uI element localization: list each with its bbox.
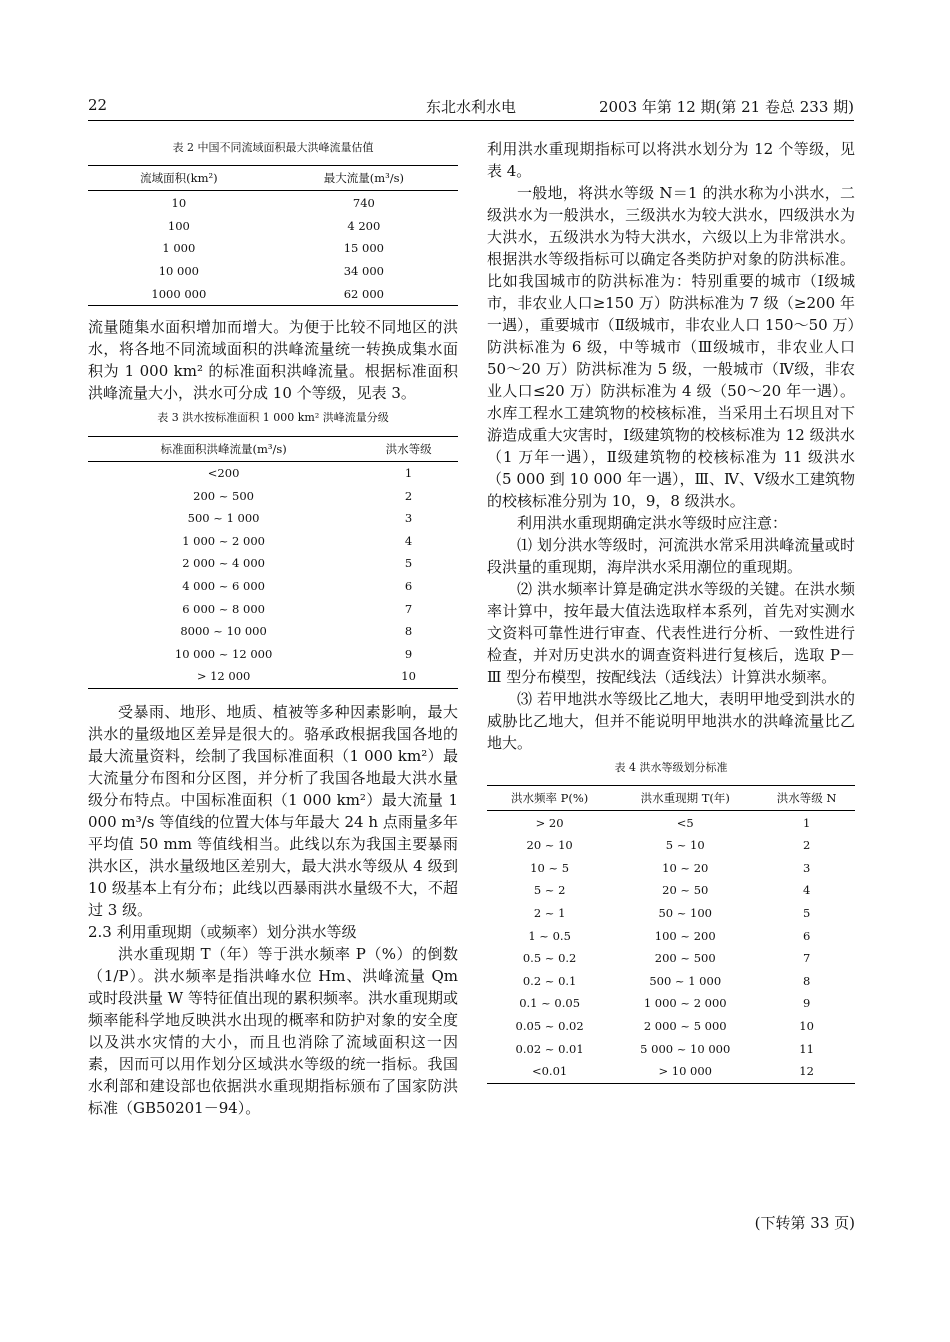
body-paragraph: 受暴雨、地形、地质、植被等多种因素影响，最大洪水的量级地区差异是很大的。骆承政根据我国各地的最大流量资料，绘制了我国标准面积（1 000 km²）最大流量分布图和分区图，并分析了我国各地最大洪水量级分布特点。中国标准面积（1 000 km²）最大流量 1 000 m³/s 等值线的位置大体与年最大 24 h 点雨量多年平均值 50 mm 等值线相当。此线以东为我国主要暴雨洪水区，洪水量级地区差别大，最大洪水等级从 4 级到 10 级基本上有分布；此线以西暴雨洪水量级不大，不超过 3 级。 — [88, 702, 458, 919]
table-cell: 4 200 — [347, 218, 381, 233]
table-row — [88, 620, 458, 643]
table3-caption: 表 3 洪水按标准面积 1 000 km² 洪峰流量分级 — [157, 411, 389, 425]
table-row — [487, 1060, 855, 1083]
table-cell: 500 ~ 1 000 — [649, 973, 722, 988]
table-cell: 9 — [802, 996, 811, 1011]
table-cell: 5 — [404, 556, 413, 571]
page-number: 22 — [88, 96, 108, 114]
table-cell: 6 — [802, 928, 811, 943]
table-header: 洪水频率 P(%) — [510, 791, 589, 806]
table2 — [88, 165, 458, 306]
body-paragraph: 洪水重现期 T（年）等于洪水频率 P（%）的倒数（1/P）。洪水频率是指洪峰水位 Hm、洪峰流量 Qm 或时段洪量 W 等特征值出现的累积频率。洪水重现期或频率能科学地反映洪水出现的概率和防护对象的安全度以及洪水灾情的大小，而且也消除了流域面积这一因素，因而可以用作划分区域洪水等级的统一指标。我国水利部和建设部也依据洪水重现期指标颁布了国家防洪标准（GB50201－94）。 — [88, 944, 458, 1117]
table-cell: 62 000 — [343, 286, 384, 301]
table-cell: 100 ~ 200 — [654, 928, 716, 943]
table-cell: 12 — [799, 1064, 814, 1079]
table-cell: 2 000 ~ 4 000 — [182, 556, 265, 571]
table-cell: 2 ~ 1 — [533, 906, 566, 921]
table-cell: 5 ~ 2 — [533, 883, 566, 898]
continued-note: (下转第 33 页) — [754, 1214, 855, 1232]
table-cell: 3 — [404, 511, 413, 526]
table-row — [487, 947, 855, 970]
table-cell: 8 — [404, 624, 413, 639]
table-cell: 50 ~ 100 — [658, 906, 712, 921]
table-cell: > 12 000 — [196, 669, 251, 684]
body-paragraph: 利用洪水重现期指标可以将洪水划分为 12 个等级，见表 4。 — [487, 140, 855, 180]
table-cell: 5 000 ~ 10 000 — [640, 1041, 731, 1056]
table-cell: 5 — [802, 906, 811, 921]
table-header: 流域面积(km²) — [140, 171, 218, 186]
table-cell: 20 ~ 50 — [662, 883, 709, 898]
table-row — [88, 575, 458, 598]
table-row — [88, 597, 458, 620]
table-row — [88, 260, 458, 283]
table-cell: 1 — [802, 815, 811, 830]
body-paragraph: 一般地，将洪水等级 N＝1 的洪水称为小洪水，二级洪水为一般洪水，三级洪水为较大洪水，四级洪水为大洪水，五级洪水为特大洪水，六级以上为非常洪水。根据洪水等级指标可以确定各类防护对象的防洪标准。比如我国城市的防洪标准为：特别重要的城市（Ⅰ级城市，非农业人口≥150 万）防洪标准为 7 级（≥200 年一遇），重要城市（Ⅱ级城市，非农业人口 150～50 万）防洪标准为 6 级，中等城市（Ⅲ级城市，非农业人口 50～20 万）防洪标准为 5 级，一般城市（Ⅳ级，非农业人口≤20 万）防洪标准为 4 级（50～20 年一遇）。水库工程水工建筑物的校核标准，当采用土石坝且对下游造成重大灾害时，Ⅰ级建筑物的校核标准为 12 级洪水（1 万年一遇），Ⅱ级建筑物的校核标准为 11 级洪水（5 000 到 10 000 年一遇），Ⅲ、Ⅳ、Ⅴ级水工建筑物的校核标准分别为 10，9，8 级洪水。 — [487, 184, 855, 510]
table-row — [88, 461, 458, 484]
table4-caption: 表 4 洪水等级划分标准 — [614, 761, 728, 774]
table-row — [487, 970, 855, 993]
table-cell: 4 — [802, 883, 811, 898]
table-cell: 10 ~ 5 — [530, 860, 570, 875]
table-cell: <5 — [676, 815, 694, 830]
right-column — [487, 130, 855, 1084]
table-cell: 1000 000 — [151, 286, 207, 301]
table-header: 洪水等级 N — [776, 791, 837, 806]
list-item: ⑶ 若甲地洪水等级比乙地大，表明甲地受到洪水的威胁比乙地大，但并不能说明甲地洪水的洪峰流量比乙地大。 — [487, 690, 855, 752]
table-header: 洪水重现期 T(年) — [640, 791, 730, 806]
table-cell: > 10 000 — [658, 1064, 712, 1079]
table-cell: 0.05 ~ 0.02 — [515, 1019, 584, 1034]
table-cell: 5 ~ 10 — [665, 838, 705, 853]
table-cell: 200 ~ 500 — [193, 488, 255, 503]
table-cell: 1 000 — [162, 241, 196, 256]
table-cell: <200 — [207, 466, 240, 481]
table-cell: 10 — [401, 669, 416, 684]
running-header — [88, 92, 854, 118]
section-heading: 2.3 利用重现期（或频率）划分洪水等级 — [88, 922, 357, 941]
body-paragraph: 流量随集水面积增加而增大。为便于比较不同地区的洪水，将各地不同流域面积的洪峰流量统一转换成集水面积为 1 000 km² 的标准面积洪峰流量。根据标准面积洪峰流量大小，洪水可分成 10 个等级，见表 3。 — [88, 318, 458, 403]
table-row — [88, 643, 458, 666]
table-header: 洪水等级 — [385, 441, 432, 456]
table-cell: 8 — [802, 973, 811, 988]
table-row — [88, 507, 458, 530]
table-cell: 0.2 ~ 0.1 — [522, 973, 577, 988]
table-cell: 10 — [799, 1019, 814, 1034]
table-cell: 2 — [802, 838, 811, 853]
table-row — [487, 992, 855, 1015]
table-cell: > 20 — [535, 815, 564, 830]
table-row — [88, 237, 458, 260]
table-cell: 9 — [404, 646, 413, 661]
table-cell: 100 — [167, 218, 190, 233]
header-rule — [88, 120, 854, 121]
table-row — [487, 1015, 855, 1038]
table-row — [487, 834, 855, 857]
table-row — [88, 191, 458, 214]
body-paragraph: 利用洪水重现期确定洪水等级时应注意： — [517, 514, 788, 532]
table-header: 标准面积洪峰流量(m³/s) — [160, 441, 287, 456]
list-item: ⑵ 洪水频率计算是确定洪水等级的关键。在洪水频率计算中，按年最大值法选取样本系列，首先对实测水文资料可靠性进行审查、代表性进行分析、一致性进行检查，并对历史洪水的调查资料进行复核后，选取 P－Ⅲ 型分布模型，按配线法（适线法）计算洪水频率。 — [487, 580, 855, 686]
table-cell: 10 ~ 20 — [662, 860, 709, 875]
table4 — [487, 785, 855, 1083]
table-cell: 20 ~ 10 — [526, 838, 573, 853]
table-row — [487, 902, 855, 925]
table-cell: 7 — [404, 601, 413, 616]
table-cell: 3 — [802, 860, 811, 875]
list-item: ⑴ 划分洪水等级时，河流洪水常采用洪峰流量或时段洪量的重现期，海岸洪水采用潮位的重现期。 — [487, 536, 855, 576]
table-row — [487, 811, 855, 834]
table-cell: 10 000 — [158, 264, 199, 279]
table-cell: 2 000 ~ 5 000 — [643, 1019, 727, 1034]
table-cell: 15 000 — [343, 241, 384, 256]
table3 — [88, 436, 458, 689]
table-cell: 1 — [404, 466, 413, 481]
table-row — [88, 665, 458, 688]
table-row — [487, 1037, 855, 1060]
table-row — [487, 879, 855, 902]
table-cell: 11 — [799, 1041, 814, 1056]
left-column — [88, 130, 458, 1119]
table-cell: 1 ~ 0.5 — [528, 928, 571, 943]
table-cell: 1 000 ~ 2 000 — [643, 996, 727, 1011]
journal-title: 东北水利水电 — [425, 98, 516, 116]
table2-caption: 表 2 中国不同流域面积最大洪峰流量估值 — [172, 141, 374, 154]
table-cell: 0.02 ~ 0.01 — [515, 1041, 584, 1056]
issue-info: 2003 年第 12 期(第 21 卷总 233 期) — [598, 98, 854, 116]
table-row — [88, 484, 458, 507]
table-cell: 500 ~ 1 000 — [187, 511, 260, 526]
table-cell: 0.5 ~ 0.2 — [522, 951, 577, 966]
table-row — [88, 530, 458, 553]
table-cell: <0.01 — [531, 1064, 568, 1079]
table-cell: 2 — [404, 488, 413, 503]
table-cell: 0.1 ~ 0.05 — [519, 996, 581, 1011]
table-row — [88, 214, 458, 237]
table-row — [88, 552, 458, 575]
table-cell: 10 — [171, 195, 187, 210]
table-cell: 6 — [404, 579, 413, 594]
table-cell: 34 000 — [343, 264, 384, 279]
table-cell: 7 — [802, 951, 811, 966]
table-cell: 1 000 ~ 2 000 — [182, 533, 265, 548]
table-cell: 740 — [352, 195, 375, 210]
table-row — [487, 857, 855, 880]
table-cell: 10 000 ~ 12 000 — [174, 646, 273, 661]
table-cell: 4 — [404, 533, 413, 548]
table-row — [88, 283, 458, 306]
table-cell: 6 000 ~ 8 000 — [182, 601, 265, 616]
table-cell: 200 ~ 500 — [654, 951, 716, 966]
table-header: 最大流量(m³/s) — [323, 171, 404, 186]
table-row — [487, 924, 855, 947]
table-cell: 8000 ~ 10 000 — [180, 624, 267, 639]
table-cell: 4 000 ~ 6 000 — [182, 579, 265, 594]
